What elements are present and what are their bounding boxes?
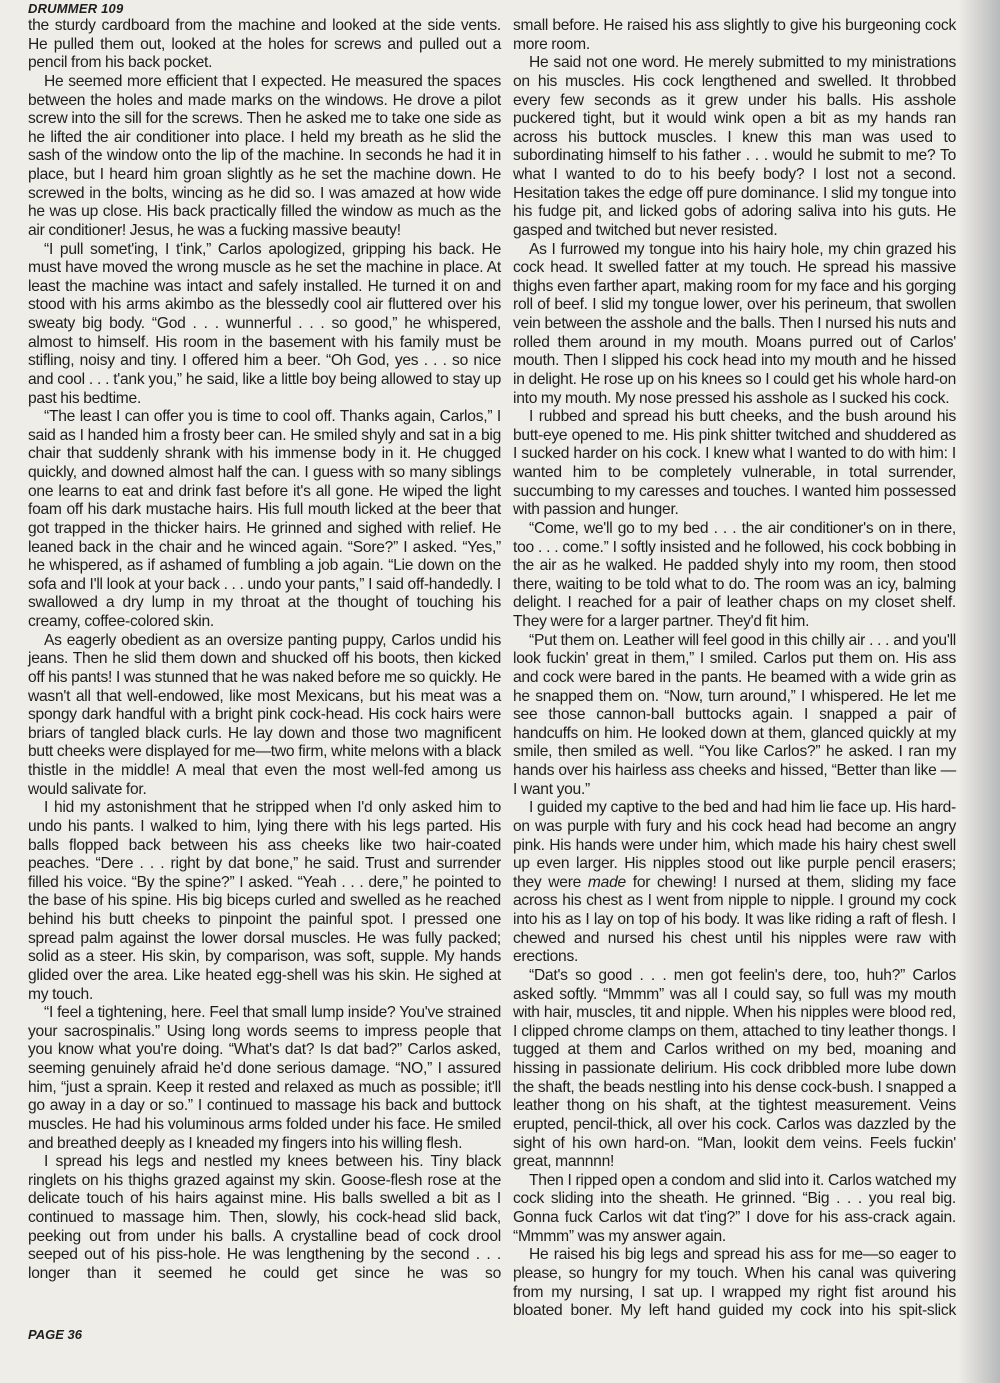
paragraph: He seemed more efficient that I expected. He measured the spaces between the holes and made marks on the windows. He drove a pilot screw into the sill for the screws. Then he asked me to take one side as he lifted the air conditioner into place. I held my breath as he slid the sash of the window onto the lip of the machine. In seconds he had it in place, but I heard him groan slightly as he set the machine down. He screwed in the bolts, wincing as he did so. I was amazed at how wide he was up close. His back practically filled the window as much as the air conditioner! Jesus, he was a fucking massive beauty! xyxy=(28,72,501,239)
paragraph: I rubbed and spread his butt cheeks, and the bush around his butt-eye opened to me. His pink shitter twitched and shuddered as I sucked harder on his cock. I knew what I wanted to do with him: I wanted him to be completely vulnerable, in total surrender, succumbing to my caresses and touches. I wanted him possessed with passion and hunger. xyxy=(513,408,956,519)
paragraph: As eagerly obedient as an oversize panting puppy, Carlos undid his jeans. Then he slid them down and shucked off his boots, then kicked off his pants! I was stunned that he was naked before me so quickly. He wasn't all that well-endowed, like most Mexicans, but his meat was a spongy dark handful with a bright pink cock-head. His cock hairs were briars of tangled black curls. He lay down and those two magnificent butt cheeks were displayed for me—two firm, white melons with a black thistle in the middle! A meal that even the most well-fed among us would salivate for. xyxy=(28,631,501,798)
paragraph: I spread his legs and nestled my knees between his. Tiny black ringlets on his thighs grazed against my skin. Goose-flesh rose at the delicate touch of his hairs against mine. His balls swelled a bit as I continued to massage him. Then, slowly, his cock-head slid back, peeking out from under his balls. A crystalline bead of cock drool seeped out of his piss-hole. He was lengthening by the second . . . longer than it seemed he could get since he was so xyxy=(28,1153,501,1282)
text-columns xyxy=(28,17,1000,1321)
paragraph: “Come, we'll go to my bed . . . the air conditioner's on in there, too . . . come.” I softly insisted and he followed, his cock bobbing in the air as he walked. He padded shyly into my room, then stood there, waiting to be told what to do. The room was an icy, balming delight. I reached for a pair of leather chaps on my closet shelf. They were for a larger partner. They'd fit him. xyxy=(513,519,956,630)
paragraph: “Dat's so good . . . men got feelin's dere, too, huh?” Carlos asked softly. “Mmmm” was all I could say, so full was my mouth with hair, muscles, tit and nipple. When his nipples were blood red, I clipped chrome clamps on them, attached to tiny leather thongs. I tugged at them and Carlos writhed on my bed, moaning and hissing in passionate delirium. His cock dribbled more lube down the shaft, the beads nestling into his dense cock-bush. I snapped a leather thong on his shaft, at the tightest measurement. Veins erupted, pencil-thick, all over his cock. Carlos was dazzled by the sight of his own hard-on. “Man, lookit dem veins. Feels fuckin' great, mannnn! xyxy=(513,966,956,1171)
text-run: for chewing! I nursed at them, sliding my face across his chest as I went from nipple to nipple. I ground my cock into his as I lay on top of his body. It was like riding a raft of flesh. I chewed and nursed his chest until his nipples were raw with erections. xyxy=(513,873,956,966)
paragraph xyxy=(513,799,956,967)
paragraph: He said not one word. He merely submitted to my ministrations on his muscles. His cock lengthened and swelled. It throbbed every few seconds as it grew under his balls. His asshole puckered tight, but it would wink open a bit as my hands ran across his buttock muscles. I knew this man was used to subordinating himself to his father . . . would he submit to me? To what I wanted to do to his beefy body? I lost not a second. Hesitation takes the edge off pure dominance. I slid my tongue into his fudge pit, and licked gobs of adoring saliva into his guts. He gasped and twitched but never resisted. xyxy=(513,54,956,239)
right-column xyxy=(513,17,956,1321)
paragraph: “The least I can offer you is time to cool off. Thanks again, Carlos,” I said as I handed him a frosty beer can. He smiled shyly and sat in a big chair that suddenly shrank with his immense body in it. He chugged quickly, and downed almost half the can. I guess with so many siblings one learns to eat and drink fast before it's all gone. He wiped the light foam off his dark mustache hairs. His full mouth licked at the beer that got trapped in the thicker hairs. He grinned and sighed with relief. He leaned back in the chair and he winced again. “Sore?” I asked. “Yes,” he whispered, as if ashamed of fumbling a job again. “Lie down on the sofa and I'll look at your back . . . undo your pants,” I said off-handedly. I swallowed a dry lump in my throat at the thought of touching his creamy, coffee-colored skin. xyxy=(28,408,501,630)
running-header: DRUMMER 109 xyxy=(28,1,124,16)
paragraph: I hid my astonishment that he stripped when I'd only asked him to undo his pants. I walked to him, lying there with his legs parted. His balls flopped back between his ass cheeks like two hair-coated peaches. “Dere . . . right by dat bone,” he said. Trust and surrender filled his voice. “By the spine?” I asked. “Yeah . . . dere,” he pointed to the base of his spine. His big biceps curled and swelled as he reached behind his butt cheeks to pinpoint the painful spot. I pressed one spread palm against the lower dorsal muscles. He was fully packed; solid as a steer. His skin, by comparison, was soft, supple. My hands glided over the area. Like heated egg-shell was his skin. He sighed at my touch. xyxy=(28,799,501,1003)
paragraph: Then I ripped open a condom and slid into it. Carlos watched my cock sliding into the sheath. He grinned. “Big . . . you real big. Gonna fuck Carlos wit dat t'ing?” I dove for his ass-crack again. “Mmmm” was my answer again. xyxy=(513,1171,956,1245)
paragraph: “I pull somet'ing, I t'ink,” Carlos apologized, gripping his back. He must have moved the wrong muscle as he set the machine in place. At least the machine was intact and safely installed. He turned it on and stood with his arms akimbo as the blessedly cool air fluttered over his sweaty big body. “God . . . wunnerful . . . so good,” he whispered, almost to himself. His room in the basement with his family must be stifling, noisy and tiny. I offered him a beer. “Oh God, yes . . . so nice and cool . . . t'ank you,” he said, like a little boy being allowed to stay up past his bedtime. xyxy=(28,240,501,407)
paragraph: “Put them on. Leather will feel good in this chilly air . . . and you'll look fuckin' great in them,” I smiled. Carlos put them on. His ass and cock were bared in the pants. He beamed with a wide grin as he snapped them on. “Now, turn around,” I whispered. He let me see those cannon-ball buttocks again. I snapped a pair of handcuffs on him. He looked down at them, glanced quickly at my smile, then smiled as well. “You like Carlos?” he asked. I ran my hands over his hairless ass cheeks and hissed, “Better than like — I want you.” xyxy=(513,631,956,798)
left-column xyxy=(28,17,501,1284)
text-run: I guided my captive to the bed and had him lie face up. His hard-on was purple with fury and his cock head had become an angry pink. His hands were under him, which made his hairy chest swell up even larger. His nipples stood out like purple pencil erasers; they were xyxy=(513,799,956,891)
paragraph: “I feel a tightening, here. Feel that small lump inside? You've strained your sacrospinalis.” Using long words seems to impress people that you know what you're doing. “What's dat? Is dat bad?” Carlos asked, seeming genuinely afraid he'd done serious damage. “NO,” I assured him, “just a sprain. Keep it rested and relaxed as much as possible; it'll go away in a day or so.” I continued to massage his back and buttock muscles. He had his voluminous arms folded under his face. He smiled and breathed deeply as I kneaded my fingers into his willing flesh. xyxy=(28,1004,501,1152)
paragraph: As I furrowed my tongue into his hairy hole, my chin grazed his cock head. It swelled fatter at my touch. He spread his massive thighs even farther apart, making room for my face and his gorging roll of beef. I slid my tongue lower, over his perineum, that swollen vein between the asshole and the balls. Then I nursed his nuts and rolled them around in my mouth. Moans purred out of Carlos' mouth. Then I slipped his cock head into my mouth and he hissed in delight. He rose up on his knees so I could get his whole hard-on into my mouth. My nose pressed his asshole as I sucked his cock. xyxy=(513,240,956,407)
italic-emphasis: made xyxy=(587,873,626,891)
paragraph: He raised his big legs and spread his ass for me—so eager to please, so hungry for my touch. When his canal was quivering from my nursing, I sat up. I wrapped my right fist around his bloated boner. My left hand guided my cock into his spit-slick xyxy=(513,1246,956,1320)
paragraph: small before. He raised his ass slightly to give his burgeoning cock more room. xyxy=(513,17,956,53)
page-number: PAGE 36 xyxy=(28,1326,82,1342)
paragraph: the sturdy cardboard from the machine and looked at the side vents. He pulled them out, looked at the holes for screws and pulled out a pencil from his back pocket. xyxy=(28,17,501,72)
